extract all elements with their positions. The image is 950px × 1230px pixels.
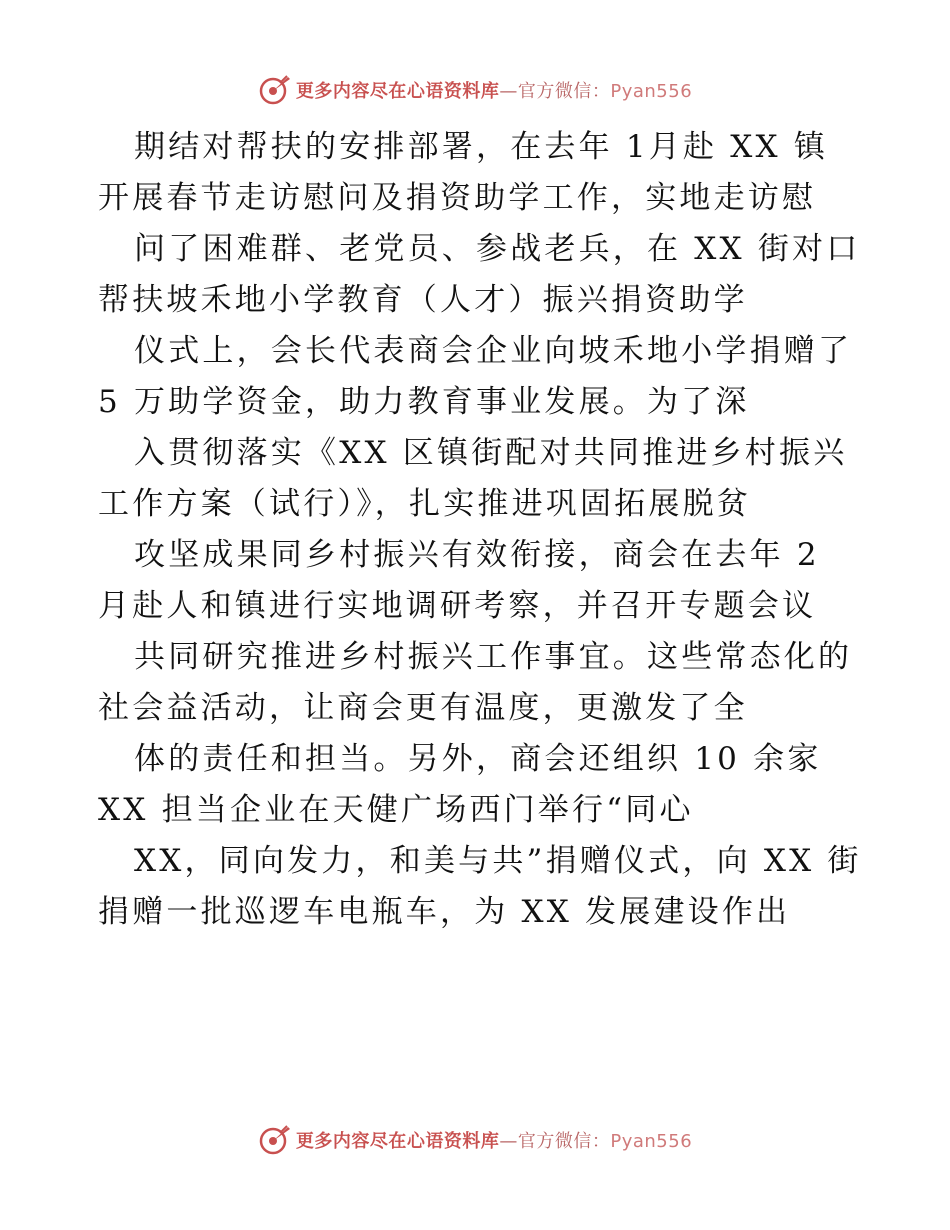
header-watermark bbox=[0, 70, 950, 110]
text-line: 仪式上，会长代表商会企业向坡禾地小学捐赠了 bbox=[134, 333, 853, 369]
text-line: 攻坚成果同乡村振兴有效衔接，商会在去年 2 bbox=[134, 537, 820, 573]
watermark-wechat-id: Pyan556 bbox=[610, 81, 693, 102]
watermark-wechat-id: Pyan556 bbox=[610, 1131, 693, 1152]
footer-watermark bbox=[0, 1120, 950, 1160]
text-line: 工作方案（试行）》，扎实推进巩固拓展脱贫 bbox=[98, 486, 751, 522]
text-line: 社会益活动，让商会更有温度，更激发了全 bbox=[98, 690, 748, 726]
watermark-text bbox=[296, 77, 692, 103]
watermark-library-name: 更多内容尽在心语资料库 bbox=[295, 81, 500, 102]
watermark-wechat-label: —官方微信： bbox=[499, 81, 611, 102]
text-line: 入贯彻落实《XX 区镇街配对共同推进乡村振兴 bbox=[134, 435, 848, 471]
text-line: 月赴人和镇进行实地调研考察，并召开专题会议 bbox=[98, 588, 817, 624]
text-line: 期结对帮扶的安排部署，在去年 1月赴 XX 镇 bbox=[134, 129, 829, 165]
quill-logo-icon bbox=[258, 1123, 292, 1157]
text-line: XX 担当企业在天健广场西门举行“同心 bbox=[98, 792, 694, 828]
text-line: XX，同向发力，和美与共”捐赠仪式，向 XX 街 bbox=[134, 843, 862, 879]
text-line: 帮扶坡禾地小学教育（人才）振兴捐资助学 bbox=[98, 282, 748, 318]
text-line: 开展春节走访慰问及捐资助学工作，实地走访慰 bbox=[98, 180, 817, 216]
text-line: 体的责任和担当。另外，商会还组织 10 余家 bbox=[134, 741, 822, 777]
text-line: 捐赠一批巡逻车电瓶车，为 XX 发展建设作出 bbox=[98, 894, 791, 930]
text-line: 5 万助学资金，助力教育事业发展。为了深 bbox=[98, 384, 750, 420]
watermark-text bbox=[296, 1127, 692, 1153]
quill-logo-icon bbox=[258, 73, 292, 107]
document-body bbox=[98, 122, 862, 938]
watermark-library-name: 更多内容尽在心语资料库 bbox=[295, 1131, 500, 1152]
text-line: 问了困难群、老党员、参战老兵，在 XX 街对口 bbox=[134, 231, 861, 267]
text-line: 共同研究推进乡村振兴工作事宜。这些常态化的 bbox=[134, 639, 853, 675]
watermark-wechat-label: —官方微信： bbox=[499, 1131, 611, 1152]
